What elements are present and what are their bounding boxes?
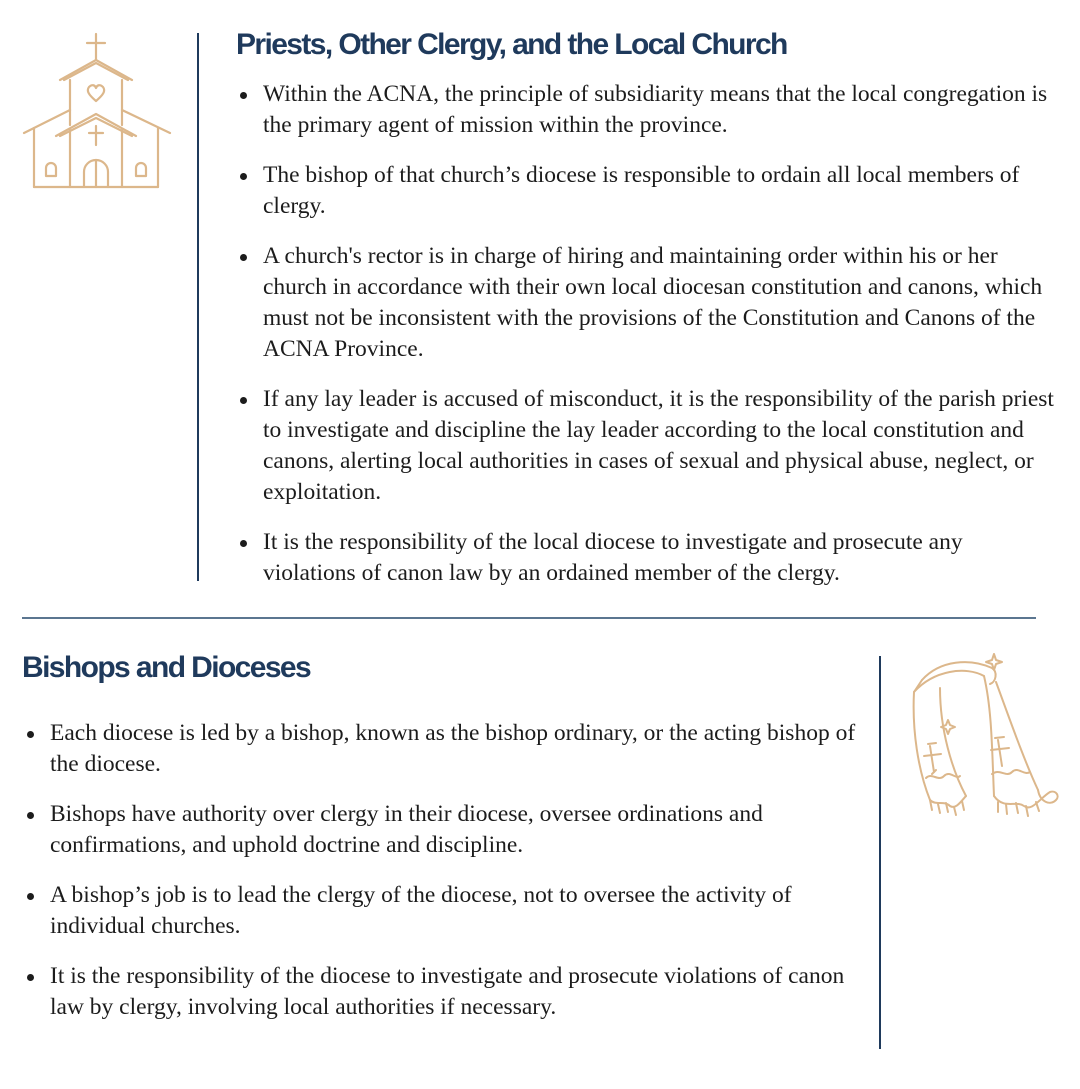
section1-bullet: The bishop of that church’s diocese is responsible to ordain all local members of clergy. [237,160,1057,222]
section2-divider [879,656,881,1049]
stole-icon [900,650,1070,825]
section2-bullet-list [24,718,860,1042]
section2-heading: Bishops and Dioceses [22,651,311,684]
section1-heading: Priests, Other Clergy, and the Local Church [236,28,787,61]
section1-divider [197,33,199,581]
section2-bullet: It is the responsibility of the diocese to investigate and prosecute violations of canon law by clergy, involving local authorities if necessary. [24,961,860,1023]
section1-bullet: If any lay leader is accused of misconduct, it is the responsibility of the parish priest to investigate and discipline the lay leader according to the local constitution and canons, alerting local authorities in cases of sexual and physical abuse, neglect, or exploitation. [237,384,1057,508]
section2-bullet: A bishop’s job is to lead the clergy of the diocese, not to oversee the activity of individual churches. [24,880,860,942]
section1-bullet-list [237,79,1057,608]
section2-bullet: Bishops have authority over clergy in their diocese, oversee ordinations and confirmations, and uphold doctrine and discipline. [24,799,860,861]
section1-bullet: It is the responsibility of the local diocese to investigate and prosecute any violations of canon law by an ordained member of the clergy. [237,527,1057,589]
church-icon [20,30,175,192]
section1-bullet: A church's rector is in charge of hiring and maintaining order within his or her church in accordance with their own local diocesan constitution and canons, which must not be inconsistent with the provisions of the Constitution and Canons of the ACNA Province. [237,241,1057,365]
section1-bullet: Within the ACNA, the principle of subsidiarity means that the local congregation is the primary agent of mission within the province. [237,79,1057,141]
section2-bullet: Each diocese is led by a bishop, known as the bishop ordinary, or the acting bishop of the diocese. [24,718,860,780]
section-separator [22,617,1036,619]
